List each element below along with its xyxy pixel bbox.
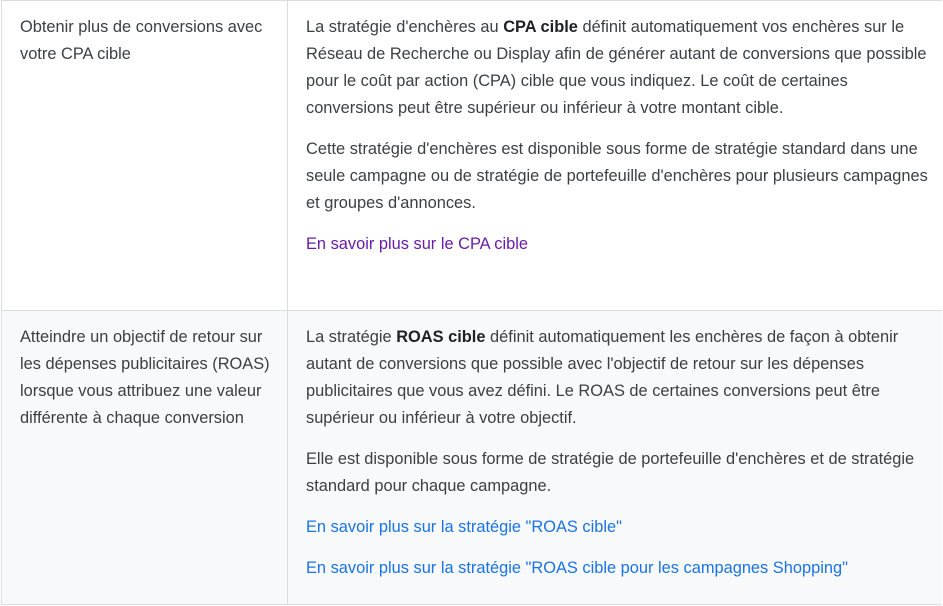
availability-paragraph: Elle est disponible sous forme de stratégie de portefeuille d'enchères et de stratégie standard pour chaque campagne. [306,450,915,495]
availability-paragraph: Cette stratégie d'enchères est disponible sous forme de stratégie standard dans une seule campagne ou de stratégie de portefeuille d'enchères pour plusieurs campagnes et groupes d'annonces. [306,140,928,212]
strategy-name: ROAS cible [396,328,486,346]
description-paragraph [306,14,932,122]
goal-cell [2,311,288,605]
text-segment: définit automatiquement les enchères de façon à obtenir autant de conversions que possible avec l'objectif de retour sur les dépenses publicitaires que vous avez défini. Le ROAS de certaines conversions peut être supérieur ou inférieur à votre objectif. [306,328,899,427]
goal-text: Atteindre un objectif de retour sur les dépenses publicitaires (ROAS) lorsque vous attribuez une valeur différente à chaque conversion [20,328,270,427]
learn-more-roas-shopping-link[interactable]: En savoir plus sur la stratégie "ROAS cible pour les campagnes Shopping" [306,559,848,577]
text-segment: La stratégie d'enchères au [306,18,504,36]
learn-more-cpa-link[interactable]: En savoir plus sur le CPA cible [306,235,528,253]
description-cell [288,311,943,605]
text-segment: La stratégie [306,328,397,346]
strategy-name: CPA cible [503,18,578,36]
goal-cell [2,1,288,311]
description-cell [288,1,943,311]
description-paragraph [306,324,932,432]
learn-more-roas-link[interactable]: En savoir plus sur la stratégie "ROAS cible" [306,518,622,536]
table-row [2,1,943,311]
text-segment: définit automatiquement vos enchères sur le Réseau de Recherche ou Display afin de générer autant de conversions que possible pour le coût par action (CPA) cible que vous indiquez. Le coût de certaines conversions peut être supérieur ou inférieur à votre montant cible. [306,18,927,117]
table-row [2,311,943,605]
bidding-strategy-table [1,0,942,605]
goal-text: Obtenir plus de conversions avec votre CPA cible [20,18,263,63]
